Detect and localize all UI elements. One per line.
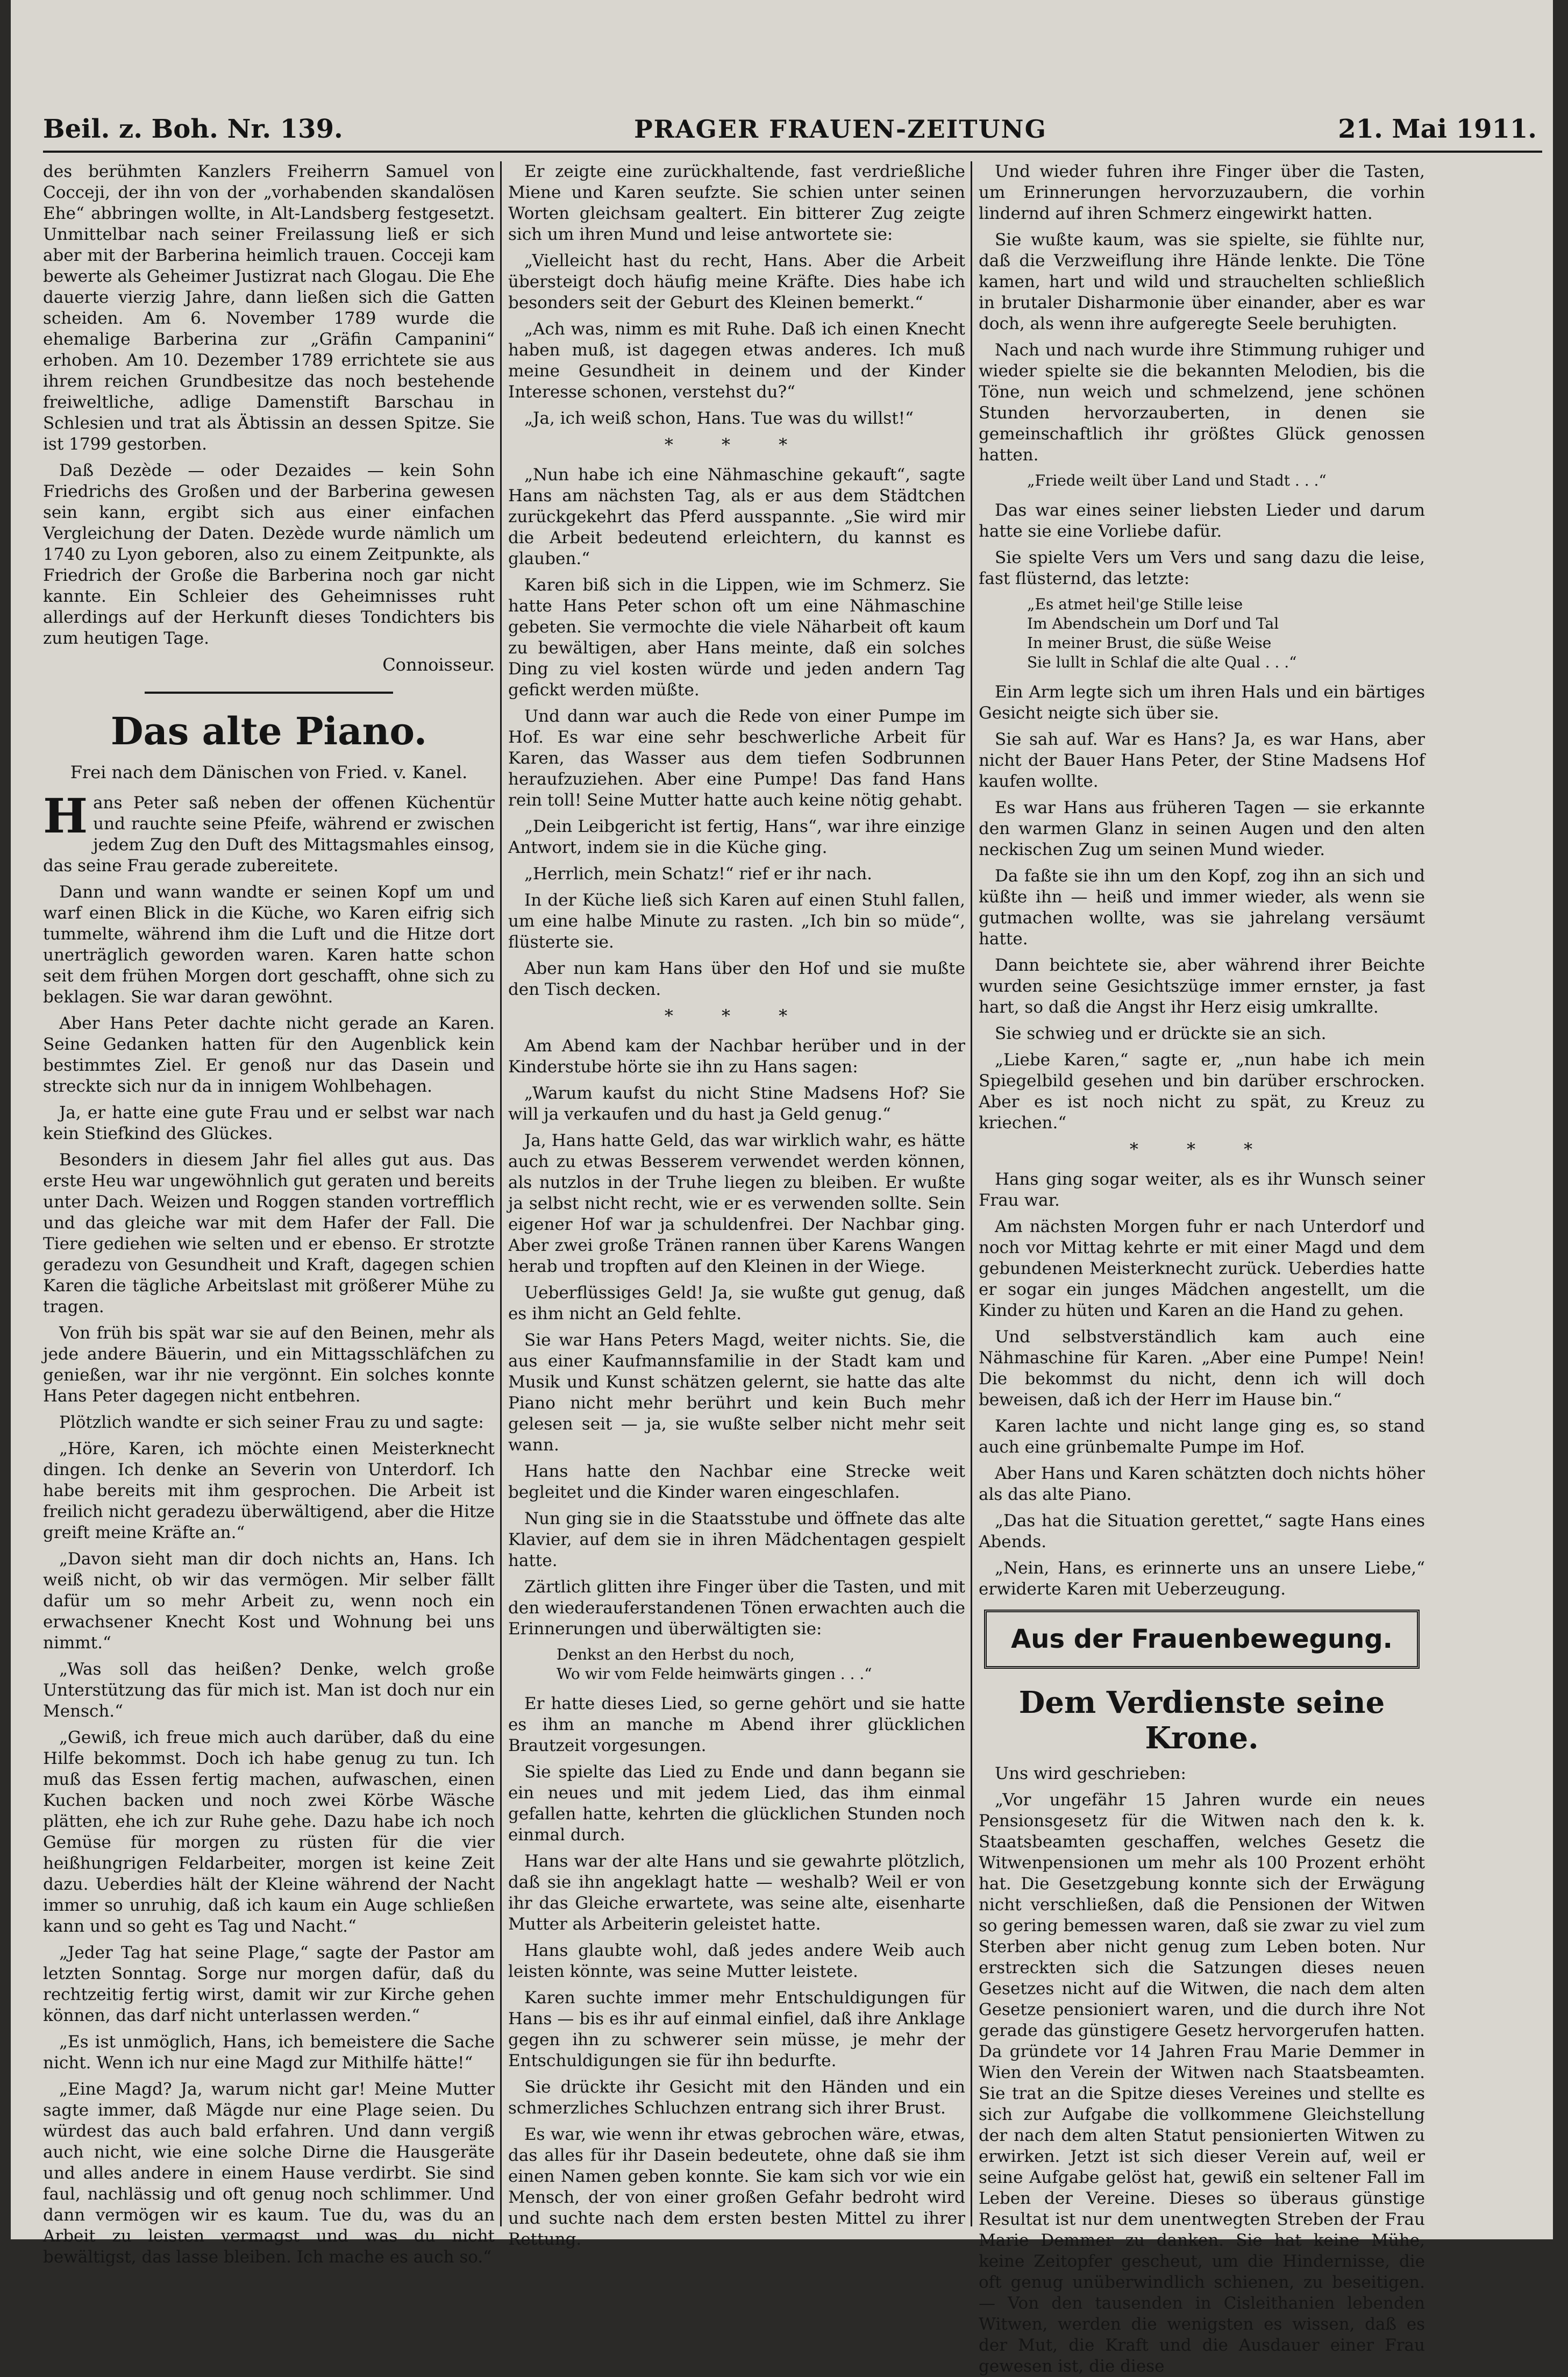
paragraph: Hans ging sogar weiter, als es ihr Wunsch seiner Frau war. bbox=[979, 1170, 1425, 1210]
article-title: Dem Verdienste seine Krone. bbox=[1018, 1685, 1385, 1756]
section-break: * * * bbox=[1129, 1139, 1274, 1159]
paragraph: Sie schwieg und er drückte sie an sich. bbox=[995, 1024, 1327, 1043]
paragraph: Sie spielte das Lied zu Ende und dann begann sie ein neues und mit jedem Lied, das ihm einmal gefallen hatte, kehrten die glücklichen Stunden noch einmal durch. bbox=[508, 1762, 965, 1845]
section-break: * * * bbox=[664, 435, 809, 455]
text-block bbox=[508, 1693, 965, 2250]
paragraph: Hans hatte den Nachbar eine Strecke weit begleitet und die Kinder waren eingeschlafen. bbox=[508, 1462, 965, 1502]
paragraph: „Das hat die Situation gerettet,“ sagte Hans eines Abends. bbox=[979, 1511, 1425, 1552]
paragraph: Hans war der alte Hans und sie gewahrte plötzlich, daß sie ihn angeklagt hatte — weshalb? Weil er von ihr das Gleiche erwartete, was seine alte, eisenharte Mutter als Arbeiterin geleistet hatte. bbox=[508, 1852, 965, 1934]
paragraph: Ja, er hatte eine gute Frau und er selbst war nach kein Stiefkind des Glückes. bbox=[43, 1103, 495, 1143]
paragraph: Das war eines seiner liebsten Lieder und darum hatte sie eine Vorliebe dafür. bbox=[979, 501, 1425, 541]
paragraph: Ein Arm legte sich um ihren Hals und ein bärtiges Gesicht neigte sich über sie. bbox=[979, 682, 1425, 723]
article-body bbox=[979, 1790, 1425, 2377]
paragraph: „Vielleicht hast du recht, Hans. Aber die Arbeit übersteigt doch häufig meine Kräfte. Dies habe ich besonders seit der Geburt des Kleinen bemerkt.“ bbox=[508, 251, 965, 312]
paragraph: „Eine Magd? Ja, warum nicht gar! Meine Mutter sagte immer, daß Mägde nur eine Plage seien. Du würdest das auch bald erfahren. Und dann vergiß auch nicht, wie eine solche Dirne die Hausgeräte und alles andere in einem Hause verdirbt. Sie sind faul, nachlässig und oft genug noch schlimmer. Und dann vermögen wir es kaum. Tue du, was du an Arbeit zu leisten vermagst und was du nicht bewältigst, das lasse bleiben. Ich mache es auch so.“ bbox=[43, 2080, 495, 2267]
section-break: * * * bbox=[664, 1006, 809, 1026]
paragraph: Sie wußte kaum, was sie spielte, sie fühlte nur, daß die Verzweiflung ihre Hände lenkte. Die Töne kamen, hart und wild und strauchelten schließlich in brutaler Disharmonie über einander, aber es war doch, als wenn ihre aufgeregte Seele beruhigten. bbox=[979, 230, 1425, 333]
paragraph: Sie sah auf. War es Hans? Ja, es war Hans, aber nicht der Bauer Hans Peter, der Stine Madsens Hof kaufen wollte. bbox=[979, 730, 1425, 791]
signature: Connoisseur. bbox=[382, 654, 495, 675]
paragraph: „Vor ungefähr 15 Jahren wurde ein neues Pensionsgesetz für die Witwen nach den k. k. Staatsbeamten geschaffen, welches Gesetz die Witwenpensionen um mehr als 100 Prozent erhöht hat. Die Gesetzgebung konnte sich der Erwägung nicht verschließen, daß die Pensionen der Witwen so gering bemessen waren, daß sie zwar zu viel zum Sterben aber nicht genug zum Leben boten. Nur erstreckten sich die Satzungen dieses neuen Gesetzes nicht auf die Witwen, die nach dem alten Gesetze pensioniert waren, und die durch ihre Not gerade das günstigere Gesetz hervorgerufen hatten. Da gründete vor 14 Jahren Frau Marie Demmer in Wien den Verein der Witwen nach Staatsbeamten. Sie trat an die Spitze dieses Vereines und stellte es sich zur Aufgabe die vollkommene Gleichstellung der nach dem alten Statut pensionierten Witwen zu erwirken. Jetzt ist sich dieser Verein auf, weil er seine Aufgabe gelöst hat, gewiß ein seltener Fall im Leben der Vereine. Dieses so überaus günstige Resultat ist nur dem unentwegten Streben der Frau Marie Demmer zu danken. Sie hat keine Mühe, keine Zeitopfer gescheut, um die Hindernisse, die oft genug unüberwindlich schienen, zu beseitigen. — Von den tausenden in Cisleithanien lebenden Witwen, werden die wenigsten es wissen, daß es der Mut, die Kraft und die Ausdauer einer Frau gewesen ist, die diese bbox=[979, 1790, 1425, 2376]
column-separator bbox=[971, 161, 972, 2226]
drop-cap: H bbox=[43, 788, 88, 844]
paragraph: Dann und wann wandte er seinen Kopf um und warf einen Blick in die Küche, wo Karen eifrig sich tummelte, während ihm die Luft und die Hitze dort unerträglich geworden waren. Karen hatte schon seit dem frühen Morgen dort geschafft, ohne sich zu beklagen. Sie war daran gewöhnt. bbox=[43, 883, 495, 1007]
article-title: Das alte Piano. bbox=[110, 709, 427, 753]
verse-line: Sie lullt in Schlaf die alte Qual . . .“ bbox=[1027, 653, 1297, 671]
newspaper-page bbox=[11, 0, 1553, 2376]
article-byline: Frei nach dem Dänischen von Fried. v. Kanel. bbox=[70, 762, 468, 782]
paragraph: „Ja, ich weiß schon, Hans. Tue was du willst!“ bbox=[524, 409, 914, 428]
issue-number: Beil. z. Boh. Nr. 139. bbox=[43, 114, 343, 144]
masthead: PRAGER FRAUEN-ZEITUNG bbox=[634, 115, 1047, 144]
text-block bbox=[508, 161, 965, 429]
paragraph: „Was soll das heißen? Denke, welch große Unterstützung das für mich ist. Man ist doch nur ein Mensch.“ bbox=[43, 1660, 495, 1721]
article-body bbox=[43, 882, 495, 2268]
section-heading-box: Aus der Frauenbewegung. bbox=[984, 1610, 1420, 1669]
paragraph: Von früh bis spät war sie auf den Beinen, mehr als jede andere Bäuerin, und ein Mittagsschläfchen zu genießen, war ihr nie vergönnt. Ein solches konnte Hans Peter dagegen nicht entbehren. bbox=[43, 1323, 495, 1406]
paragraph: „Liebe Karen,“ sagte er, „nun habe ich mein Spiegelbild gesehen und bin darüber erschrocken. Aber es ist noch nicht zu spät, zu Kreuz zu kriechen.“ bbox=[979, 1050, 1425, 1133]
paragraph: „Jeder Tag hat seine Plage,“ sagte der Pastor am letzten Sonntag. Sorge nur morgen dafür, daß du rechtzeitig fertig wirst, damit wir zur Kirche gehen können, das darf nicht unterlassen werden.“ bbox=[43, 1943, 495, 2025]
text-block bbox=[979, 161, 1425, 466]
paragraph: „Herrlich, mein Schatz!“ rief er ihr nach. bbox=[524, 864, 873, 884]
paragraph: „Gewiß, ich freue mich auch darüber, daß du eine Hilfe bekommst. Doch ich habe genug zu tun. Ich muß das Essen fertig machen, aufwaschen, einen Kuchen backen und noch zwei Körbe Wäsche plätten, ehe ich zur Ruhe gehe. Dazu habe ich noch Gemüse für morgen zu rüsten für die vier heißhungrigen Feldarbeiter, morgen ist keine Zeit dazu. Ueberdies hält der Kleine während der Nacht immer so unruhig, daß ich kaum ein Auge schließen kann und so geht es Tag und Nacht.“ bbox=[43, 1728, 495, 1936]
divider bbox=[145, 692, 393, 694]
article-connoisseur-end bbox=[43, 161, 495, 675]
song-verse bbox=[508, 1645, 965, 1684]
paragraph: Sie drückte ihr Gesicht mit den Händen und ein schmerzliches Schluchzen entrang sich ihrer Brust. bbox=[508, 2077, 965, 2118]
paragraph: Am Abend kam der Nachbar herüber und in der Kinderstube hörte sie ihn zu Hans sagen: bbox=[508, 1036, 965, 1077]
column-2 bbox=[508, 161, 965, 2249]
paragraph: Aber nun kam Hans über den Hof und sie mußte den Tisch decken. bbox=[508, 959, 965, 999]
paragraph: Hans glaubte wohl, daß jedes andere Weib auch leisten könnte, was seine Mutter leistete. bbox=[508, 1941, 965, 1981]
paragraph: Und selbstverständlich kam auch eine Nähmaschine für Karen. „Aber eine Pumpe! Nein! Die bekommst du nicht, denn ich will doch beweisen, daß ich der Herr im Hause bin.“ bbox=[979, 1327, 1425, 1410]
text-block bbox=[508, 465, 965, 1000]
paragraph: Und wieder fuhren ihre Finger über die Tasten, um Erinnerungen hervorzuzaubern, die vorhin lindernd auf ihren Schmerz eingewirkt hatten. bbox=[979, 162, 1425, 223]
song-quote: „Friede weilt über Land und Stadt . . .“ bbox=[1027, 472, 1327, 489]
article-intro: Uns wird geschrieben: bbox=[995, 1764, 1186, 1783]
paragraph: Er zeigte eine zurückhaltende, fast verdrießliche Miene und Karen seufzte. Sie schien unter seinen Worten gleichsam gealtert. Ein bitterer Zug zeigte sich um ihren Mund und leise antwortete sie: bbox=[508, 162, 965, 244]
paragraph: Sie war Hans Peters Magd, weiter nichts. Sie, die aus einer Kaufmannsfamilie in der Stadt kam und Musik und Kunst schätzen gelernt, sie hatte das alte Piano nicht mehr berührt und kein Buch mehr gelesen seit — ja, sie wußte selber nicht mehr seit wann. bbox=[508, 1330, 965, 1455]
paragraph: Nach und nach wurde ihre Stimmung ruhiger und wieder spielte sie die bekannten Melodien, bis die Töne, nun weich und schmelzend, jene schönen Stunden hervorzauberten, in denen sie gemeinschaftlich ihr größtes Glück genossen hatten. bbox=[979, 340, 1425, 465]
paragraph: Nun ging sie in die Staatsstube und öffnete das alte Klavier, auf dem sie in ihren Mädchentagen gespielt hatte. bbox=[508, 1509, 965, 1570]
column-separator bbox=[500, 161, 502, 2226]
paragraph: Dann beichtete sie, aber während ihrer Beichte wurden seine Gesichtszüge immer ernster, ja fast hart, so daß die Angst ihr Herz eisig umkrallte. bbox=[979, 956, 1425, 1017]
paragraph: Zärtlich glitten ihre Finger über die Tasten, und mit den wiederauferstandenen Tönen erwachten auch die Erinnerungen und überwältigten sie: bbox=[508, 1577, 965, 1639]
paragraph: Da faßte sie ihn um den Kopf, zog ihn an sich und küßte ihn — heiß und immer wieder, als wenn sie gutmachen wollte, was sie jahrelang versäumt hatte. bbox=[979, 866, 1425, 949]
article-lead: Hans Peter saß neben der offenen Küchentür und rauchte seine Pfeife, während er zwischen jedem Zug den Duft des Mittagsmahles einsog, das seine Frau gerade zubereitete. bbox=[43, 788, 495, 876]
verse-line: Im Abendschein um Dorf und Tal bbox=[1027, 615, 1279, 632]
paragraph: Karen lachte und nicht lange ging es, so stand auch eine grünbemalte Pumpe im Hof. bbox=[979, 1417, 1425, 1457]
paragraph: Aber Hans Peter dachte nicht gerade an Karen. Seine Gedanken hatten für den Augenblick kein bestimmtes Ziel. Er genoß nur das Dasein und streckte sich nur da in innigem Wohlbehagen. bbox=[43, 1014, 495, 1096]
paragraph: Und dann war auch die Rede von einer Pumpe im Hof. Es war eine sehr beschwerliche Arbeit für Karen, das Wasser aus dem tiefen Sodbrunnen heraufzuziehen. Aber eine Pumpe! Das fand Hans rein toll! Seine Mutter hatte auch keine nötig gehabt. bbox=[508, 707, 965, 810]
paragraph: Karen suchte immer mehr Entschuldigungen für Hans — bis es ihr auf einmal einfiel, daß ihre Anklage gegen ihn zu schwerer sein müsse, je mehr der Entschuldigungen sie für ihn bedurfte. bbox=[508, 1988, 965, 2070]
paragraph: Er hatte dieses Lied, so gerne gehört und sie hatte es ihm an manche m Abend ihrer glücklichen Brautzeit vorgesungen. bbox=[508, 1694, 965, 1755]
paragraph: Besonders in diesem Jahr fiel alles gut aus. Das erste Heu war ungewöhnlich gut geraten und bereits unter Dach. Weizen und Roggen standen vortrefflich und das gleiche war mit dem Hafer der Fall. Die Tiere gediehen wie selten und er ebenso. Er strotzte geradezu von Gesundheit und Kraft, dagegen schien Karen die tägliche Arbeitslast mit größerer Mühe zu tragen. bbox=[43, 1150, 495, 1316]
verse-line: In meiner Brust, die süße Weise bbox=[1027, 634, 1272, 652]
paragraph: Plötzlich wandte er sich seiner Frau zu und sagte: bbox=[59, 1413, 484, 1432]
paragraph: Ueberflüssiges Geld! Ja, sie wußte gut genug, daß es ihm nicht an Geld fehlte. bbox=[508, 1283, 965, 1323]
paragraph: des berühmten Kanzlers Freiherrn Samuel von Cocceji, der ihn von der „vorhabenden skandalösen Ehe“ abbringen wollte, in Alt-Landsberg festgesetzt. Unmittelbar nach seiner Freilassung ließ er sich aber mit der Barberina heimlich trauen. Cocceji kam bewerte als Geheimer Justizrat nach Glogau. Die Ehe dauerte vierzig Jahre, dann ließen sich die Gatten scheiden. Am 6. November 1789 wurde die ehemalige Barberina zur „Gräfin Campanini“ erhoben. Am 10. Dezember 1789 errichtete sie aus ihrem reichen Grundbesitze das noch bestehende freiweltliche, adlige Damenstift Barschau in Schlesien und trat als Äbtissin an dessen Spitze. Sie ist 1799 gestorben. bbox=[43, 162, 495, 454]
issue-date: 21. Mai 1911. bbox=[1338, 114, 1537, 144]
paragraph: „Warum kaufst du nicht Stine Madsens Hof? Sie will ja verkaufen und du hast ja Geld genug.“ bbox=[508, 1084, 965, 1124]
text-block bbox=[979, 500, 1425, 589]
text-block bbox=[508, 1036, 965, 1640]
header-rule bbox=[43, 151, 1542, 153]
verse-line: „Es atmet heil'ge Stille leise bbox=[1027, 595, 1243, 613]
text-block bbox=[979, 1169, 1425, 1600]
paragraph: Daß Dezède — oder Dezaides — kein Sohn Friedrichs des Großen und der Barberina gewesen sein kann, ergibt sich aus einer einfachen Vergleichung der Daten. Dezède wurde nämlich um 1740 zu Lyon geboren, also zu einem Zeitpunkte, als Friedrich der Große die Barberina noch gar nicht kannte. Ein Schleier des Geheimnisses ruht allerdings auf der Herkunft dieses Tondichters bis zum heutigen Tage. bbox=[43, 461, 495, 648]
page-header bbox=[43, 108, 1537, 151]
column-1 bbox=[43, 161, 495, 2267]
paragraph: Es war Hans aus früheren Tagen — sie erkannte den warmen Glanz in seinen Augen und den alten neckischen Zug um seinen Mund wieder. bbox=[979, 798, 1425, 859]
verse-line: Denkst an den Herbst du noch, bbox=[557, 1646, 795, 1663]
paragraph: „Dein Leibgericht ist fertig, Hans“, war ihre einzige Antwort, indem sie in die Küche ging. bbox=[508, 817, 965, 857]
paragraph: Karen biß sich in die Lippen, wie im Schmerz. Sie hatte Hans Peter schon oft um eine Nähmaschine gebeten. Sie vermochte die viele Näharbeit oft kaum zu bewältigen, aber Hans meinte, daß ein solches Ding zu viel kosten würde und jeden andern Tag gefickt werden müßte. bbox=[508, 575, 965, 700]
paragraph: Es war, wie wenn ihr etwas gebrochen wäre, etwas, das alles für ihr Dasein bedeutete, ohne daß sie ihm einen Namen geben konnte. Sie kam sich vor wie ein Mensch, der von einer großen Gefahr bedroht wird und suchte nach dem ersten besten Mittel zu ihrer Rettung. bbox=[508, 2125, 965, 2249]
paragraph: „Ach was, nimm es mit Ruhe. Daß ich einen Knecht haben muß, ist dagegen etwas anderes. Ich muß meine Gesundheit in deinem und der Kinder Interesse schonen, verstehst du?“ bbox=[508, 319, 965, 402]
paragraph: „Davon sieht man dir doch nichts an, Hans. Ich weiß nicht, ob wir das vermögen. Mir selber fällt dafür um so mehr Arbeit zu, wenn noch ein erwachsener Knecht Kost und Wohnung bei uns nimmt.“ bbox=[43, 1549, 495, 1653]
paragraph: In der Küche ließ sich Karen auf einen Stuhl fallen, um eine halbe Minute zu rasten. „Ich bin so müde“, flüsterte sie. bbox=[508, 891, 965, 952]
paragraph: „Nein, Hans, es erinnerte uns an unsere Liebe,“ erwiderte Karen mit Ueberzeugung. bbox=[979, 1558, 1425, 1599]
paragraph: „Nun habe ich eine Nähmaschine gekauft“, sagte Hans am nächsten Tag, als er aus dem Städtchen zurückgekehrt das Pferd ausspannte. „Sie wird mir die Arbeit bedeutend erleichtern, du kannst es glauben.“ bbox=[508, 465, 965, 568]
paragraph: Sie spielte Vers um Vers und sang dazu die leise, fast flüsternd, das letzte: bbox=[979, 548, 1425, 588]
paragraph: Aber Hans und Karen schätzten doch nichts höher als das alte Piano. bbox=[979, 1464, 1425, 1504]
paragraph: Ja, Hans hatte Geld, das war wirklich wahr, es hätte auch zu etwas Besserem verwendet werden können, als nutzlos in der Truhe liegen zu bleiben. Er wußte ja selbst nicht recht, wie er es verwenden sollte. Sein eigener Hof war ja schuldenfrei. Der Nachbar ging. Aber zwei große Tränen rannen über Karens Wangen herab und tropften auf den Kleinen in der Wiege. bbox=[508, 1131, 965, 1276]
paragraph: „Höre, Karen, ich möchte einen Meisterknecht dingen. Ich denke an Severin von Unterdorf. Ich habe bereits mit ihm gesprochen. Die Arbeit ist freilich nicht geradezu überwältigend, aber die Hitze greift meine Kräfte an.“ bbox=[43, 1439, 495, 1542]
column-3 bbox=[979, 161, 1425, 2376]
paragraph: Am nächsten Morgen fuhr er nach Unterdorf und noch vor Mittag kehrte er mit einer Magd und dem gebundenen Meisterknecht zurück. Ueberdies hatte er sogar ein junges Mädchen angestellt, um die Kinder zu hüten und Karen an die Hand zu gehen. bbox=[979, 1217, 1425, 1320]
verse-line: Wo wir vom Felde heimwärts gingen . . .“ bbox=[557, 1665, 872, 1683]
paragraph: „Es ist unmöglich, Hans, ich bemeistere die Sache nicht. Wenn ich nur eine Magd zur Mithilfe hätte!“ bbox=[43, 2032, 495, 2073]
text-block bbox=[979, 682, 1425, 1134]
song-verse bbox=[979, 595, 1425, 672]
